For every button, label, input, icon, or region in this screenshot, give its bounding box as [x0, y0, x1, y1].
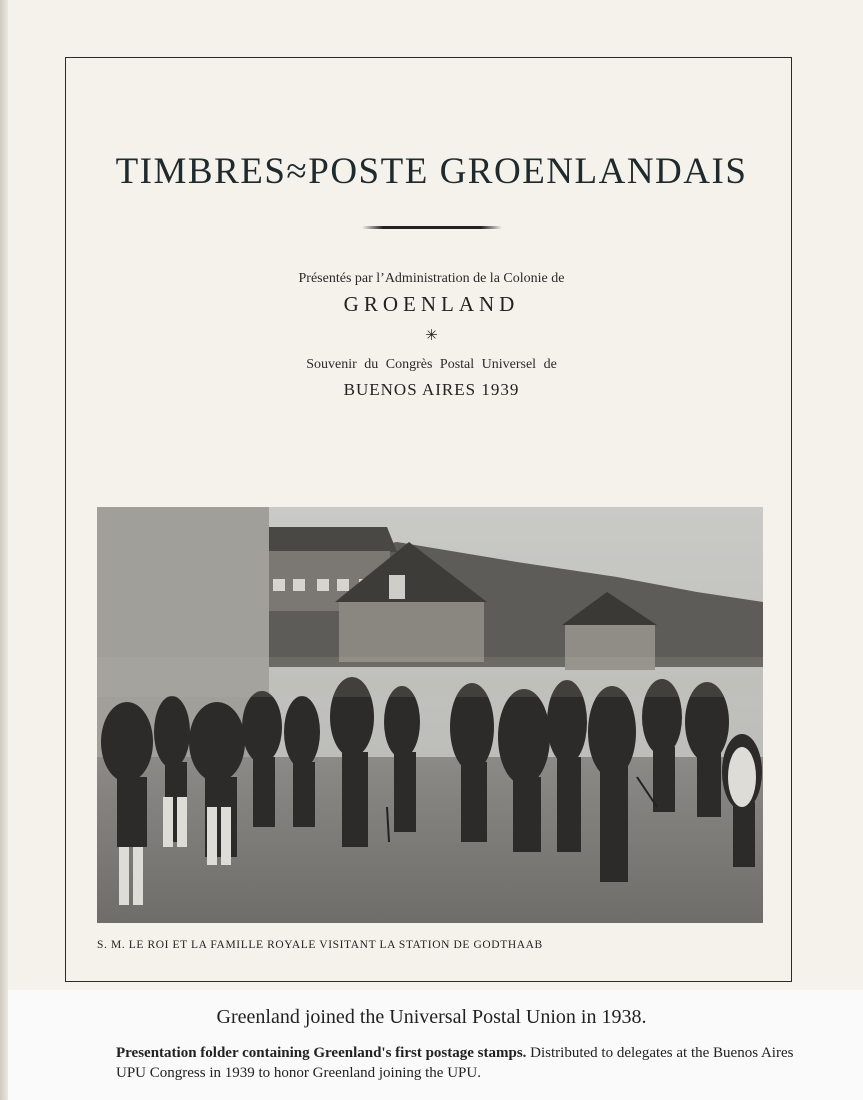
cover-title: TIMBRES≈POSTE GROENLANDAIS	[115, 151, 748, 192]
asterisk-ornament: ✳	[425, 328, 438, 344]
royal-visit-photo	[97, 507, 763, 923]
event-name: BUENOS AIRES 1939	[343, 380, 520, 399]
title-divider	[362, 226, 502, 229]
description-headline: Greenland joined the Universal Postal Union in 1938.	[216, 1006, 647, 1028]
colony-name: GROENLAND	[343, 292, 520, 316]
presented-by-text: Présentés par l’Administration de la Colonie de	[298, 271, 565, 286]
description-text	[116, 1043, 796, 1083]
description-lead: Presentation folder containing Greenland's first postage stamps.	[116, 1045, 527, 1061]
souvenir-text: Souvenir du Congrès Postal Universel de	[306, 357, 557, 372]
photo-caption: S. M. LE ROI ET LA FAMILLE ROYALE VISITANT LA STATION DE GODTHAAB	[97, 939, 543, 951]
description-body: Distributed to delegates at the Buenos Aires UPU Congress in 1939 to honor Greenland joining the UPU.	[116, 1045, 794, 1081]
